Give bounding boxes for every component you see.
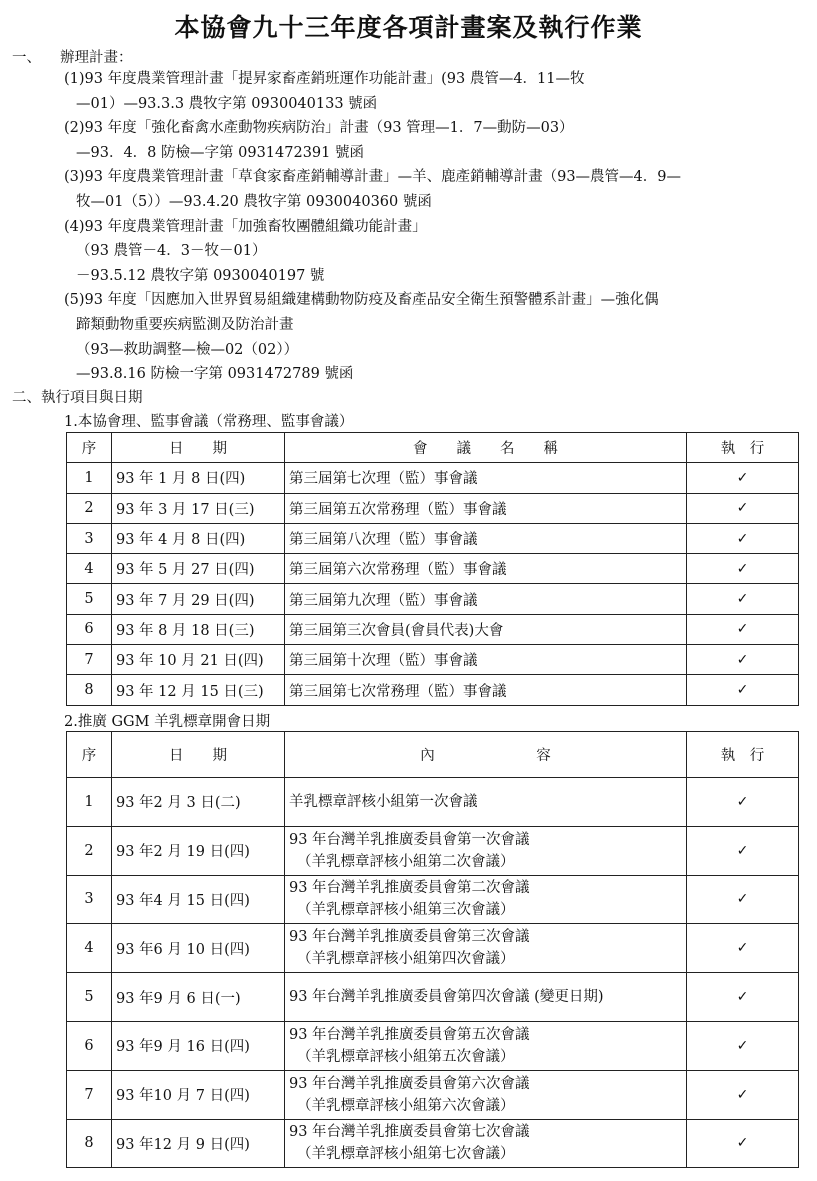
row-number: 8: [67, 1119, 112, 1168]
table-row: [67, 584, 799, 614]
row-number: 7: [67, 645, 112, 675]
content-line-2: （羊乳標章評核小組第二次會議）: [297, 853, 515, 870]
content-line-1: 93 年台灣羊乳推廣委員會第四次會議 (變更日期): [289, 989, 604, 1006]
table-row: [67, 1119, 799, 1168]
content-line-2: （羊乳標章評核小組第四次會議）: [297, 951, 515, 968]
row-number: 2: [67, 493, 112, 523]
meeting-name: 第三屆第九次理（監）事會議: [285, 584, 687, 614]
header-date: 日 期: [112, 732, 285, 778]
check-icon: ✓: [687, 875, 799, 924]
section-plans-header: [12, 46, 802, 67]
table-row: [67, 875, 799, 924]
meeting-content: [285, 924, 687, 973]
table-row: [67, 463, 799, 493]
check-icon: ✓: [687, 1119, 799, 1168]
meeting-date: 93 年 8 月 18 日(三): [112, 614, 285, 644]
plan-line: (5)93 年度「因應加入世界貿易組織建構動物防疫及畜產品安全衛生預警體系計畫」—強化偶: [64, 292, 659, 309]
table-row: [67, 924, 799, 973]
meeting-name: 第三屆第三次會員(會員代表)大會: [285, 614, 687, 644]
meeting-date: 93 年4 月 15 日(四): [112, 875, 285, 924]
meeting-content: [285, 1021, 687, 1070]
row-number: 5: [67, 973, 112, 1022]
check-icon: ✓: [687, 924, 799, 973]
row-number: 5: [67, 584, 112, 614]
table-row: [67, 645, 799, 675]
content-line-1: 93 年台灣羊乳推廣委員會第一次會議: [289, 831, 530, 848]
meeting-date: 93 年 3 月 17 日(三): [112, 493, 285, 523]
check-icon: ✓: [687, 675, 799, 705]
check-icon: ✓: [687, 826, 799, 875]
plan-line: (2)93 年度「強化畜禽水產動物疾病防治」計畫（93 管理—1．7—動防—03）: [64, 120, 574, 137]
meeting-date: 93 年 7 月 29 日(四): [112, 584, 285, 614]
header-date: 日 期: [112, 433, 285, 463]
plan-list: [12, 67, 802, 387]
check-icon: ✓: [687, 523, 799, 553]
check-icon: ✓: [687, 614, 799, 644]
meeting-name: 第三屆第七次常務理（監）事會議: [285, 675, 687, 705]
row-number: 3: [67, 875, 112, 924]
check-icon: ✓: [687, 1021, 799, 1070]
meeting-content: [285, 973, 687, 1022]
check-icon: ✓: [687, 645, 799, 675]
meeting-date: 93 年 12 月 15 日(三): [112, 675, 285, 705]
section-heading: 辦理計畫：: [60, 50, 133, 66]
plan-line-continued: 蹄類動物重要疾病監測及防治計畫: [76, 316, 294, 333]
header-meeting-name: 會 議 名 稱: [285, 433, 687, 463]
meeting-date: 93 年2 月 19 日(四): [112, 826, 285, 875]
table-row: [67, 973, 799, 1022]
table-row: [67, 778, 799, 827]
check-icon: ✓: [687, 463, 799, 493]
meeting-content: [285, 1119, 687, 1168]
row-number: 1: [67, 463, 112, 493]
plan-line-continued: —01）—93.3.3 農牧字第 0930040133 號函: [76, 95, 378, 112]
meeting-date: 93 年6 月 10 日(四): [112, 924, 285, 973]
table-row: [67, 675, 799, 705]
header-executed: 執 行: [687, 433, 799, 463]
plan-line-continued: —93．4．8 防檢—字第 0931472391 號函: [76, 144, 364, 161]
table-header-row: [67, 732, 799, 778]
page-title: 本協會九十三年度各項計畫案及執行作業: [174, 13, 643, 42]
ggm-meeting-table: [66, 731, 799, 1168]
row-number: 1: [67, 778, 112, 827]
content-line-2: （羊乳標章評核小組第五次會議）: [297, 1048, 515, 1065]
meeting-content: [285, 778, 687, 827]
plan-line-continued: （93 農管－4．3－牧－01）: [76, 243, 267, 260]
meeting-date: 93 年 4 月 8 日(四): [112, 523, 285, 553]
meeting-content: [285, 1070, 687, 1119]
meeting-date: 93 年2 月 3 日(二): [112, 778, 285, 827]
table-header-row: [67, 433, 799, 463]
content-line-1: 羊乳標章評核小組第一次會議: [289, 793, 478, 810]
check-icon: ✓: [687, 584, 799, 614]
meeting-name: 第三屆第十次理（監）事會議: [285, 645, 687, 675]
table-row: [67, 614, 799, 644]
plan-line: (4)93 年度農業管理計畫「加強畜牧團體組織功能計畫」: [64, 218, 427, 235]
row-number: 2: [67, 826, 112, 875]
row-number: 4: [67, 924, 112, 973]
content-line-2: （羊乳標章評核小組第三次會議）: [297, 902, 515, 919]
table-row: [67, 493, 799, 523]
meeting-date: 93 年10 月 7 日(四): [112, 1070, 285, 1119]
header-no: 序: [67, 732, 112, 778]
content-line-1: 93 年台灣羊乳推廣委員會第二次會議: [289, 880, 530, 897]
plan-item: [12, 165, 802, 214]
header-content: 內 容: [285, 732, 687, 778]
meeting-date: 93 年 5 月 27 日(四): [112, 554, 285, 584]
meeting-content: [285, 826, 687, 875]
meeting-name: 第三屆第六次常務理（監）事會議: [285, 554, 687, 584]
table2-caption: 2.推廣 GGM 羊乳標章開會日期: [64, 714, 271, 730]
check-icon: ✓: [687, 1070, 799, 1119]
check-icon: ✓: [687, 554, 799, 584]
board-meeting-table: [66, 432, 799, 706]
plan-item: [12, 288, 802, 386]
section-plans: [12, 46, 802, 387]
meeting-date: 93 年 1 月 8 日(四): [112, 463, 285, 493]
check-icon: ✓: [687, 778, 799, 827]
table-row: [67, 554, 799, 584]
check-icon: ✓: [687, 493, 799, 523]
meeting-date: 93 年9 月 16 日(四): [112, 1021, 285, 1070]
plan-item: [12, 116, 802, 165]
header-no: 序: [67, 433, 112, 463]
meeting-content: [285, 875, 687, 924]
table-row: [67, 523, 799, 553]
content-line-1: 93 年台灣羊乳推廣委員會第五次會議: [289, 1026, 530, 1043]
plan-line: (3)93 年度農業管理計畫「草食家畜產銷輔導計畫」—羊、鹿產銷輔導計畫（93—農管—4．9—: [64, 169, 681, 186]
meeting-date: 93 年 10 月 21 日(四): [112, 645, 285, 675]
content-line-1: 93 年台灣羊乳推廣委員會第三次會議: [289, 929, 530, 946]
plan-line-continued: —93.8.16 防檢一字第 0931472789 號函: [76, 366, 354, 383]
meeting-date: 93 年9 月 6 日(一): [112, 973, 285, 1022]
plan-line-continued: －93.5.12 農牧字第 0930040197 號: [76, 267, 325, 284]
row-number: 3: [67, 523, 112, 553]
content-line-1: 93 年台灣羊乳推廣委員會第七次會議: [289, 1124, 530, 1141]
row-number: 8: [67, 675, 112, 705]
meeting-date: 93 年12 月 9 日(四): [112, 1119, 285, 1168]
table-row: [67, 826, 799, 875]
row-number: 7: [67, 1070, 112, 1119]
meeting-name: 第三屆第七次理（監）事會議: [285, 463, 687, 493]
content-line-2: （羊乳標章評核小組第六次會議）: [297, 1097, 515, 1114]
plan-line-continued: 牧—01（5））—93.4.20 農牧字第 0930040360 號函: [76, 193, 432, 210]
meeting-name: 第三屆第八次理（監）事會議: [285, 523, 687, 553]
plan-line-continued: （93—救助調整—檢—02（02））: [76, 341, 299, 358]
row-number: 6: [67, 1021, 112, 1070]
plan-item: [12, 215, 802, 289]
row-number: 6: [67, 614, 112, 644]
table1-caption: 1.本協會理、監事會議（常務理、監事會議）: [64, 414, 354, 430]
content-line-1: 93 年台灣羊乳推廣委員會第六次會議: [289, 1075, 530, 1092]
section-execution-heading: 二、執行項目與日期: [12, 390, 143, 406]
meeting-name: 第三屆第五次常務理（監）事會議: [285, 493, 687, 523]
header-executed: 執 行: [687, 732, 799, 778]
plan-item: [12, 67, 802, 116]
table-row: [67, 1070, 799, 1119]
row-number: 4: [67, 554, 112, 584]
content-line-2: （羊乳標章評核小組第七次會議）: [297, 1146, 515, 1163]
table-row: [67, 1021, 799, 1070]
check-icon: ✓: [687, 973, 799, 1022]
section-number: 一、: [12, 50, 41, 66]
plan-line: (1)93 年度農業管理計畫「提昇家畜產銷班運作功能計畫」(93 農管—4．11—牧: [64, 71, 585, 87]
